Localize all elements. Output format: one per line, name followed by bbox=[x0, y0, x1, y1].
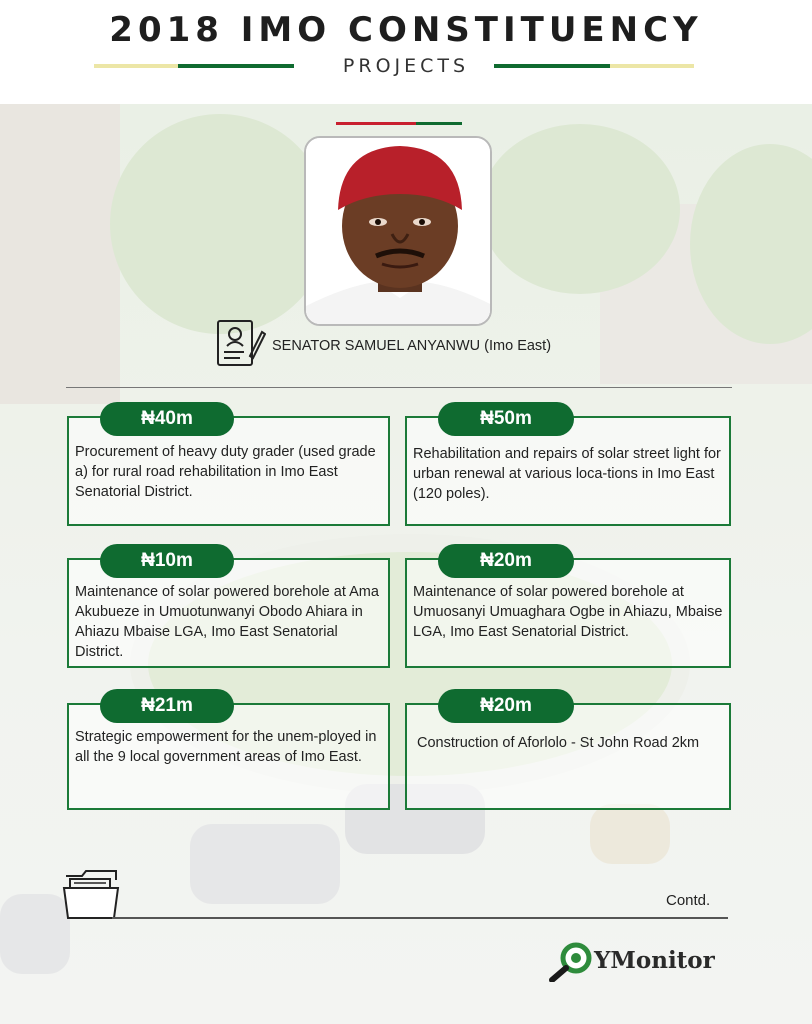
background-car bbox=[0, 894, 70, 974]
background-tree bbox=[110, 114, 330, 334]
project-description: Procurement of heavy duty grader (used grade a) for rural road rehabilitation in Imo East Senatorial District. bbox=[75, 444, 376, 500]
magnifier-logo-icon bbox=[548, 940, 596, 982]
project-description: Maintenance of solar powered borehole at Umuosanyi Umuaghara Ogbe in Ahiazu, Mbaise LGA, Imo East Senatorial District. bbox=[413, 584, 723, 640]
project-description: Construction of Aforlolo - St John Road 2km bbox=[417, 735, 700, 751]
header bbox=[0, 0, 812, 104]
project-amount: ₦21m bbox=[100, 689, 234, 723]
background-tree bbox=[480, 124, 680, 294]
portrait-illustration bbox=[306, 138, 492, 326]
page-subtitle: PROJECTS bbox=[342, 55, 470, 77]
senator-portrait bbox=[304, 136, 492, 326]
brand-logo-text: YMonitor bbox=[594, 947, 715, 974]
project-amount: ₦40m bbox=[100, 402, 234, 436]
photo-accent-red bbox=[336, 122, 416, 125]
background-car bbox=[590, 804, 670, 864]
background-car bbox=[190, 824, 340, 904]
project-amount: ₦50m bbox=[438, 402, 574, 436]
background-building bbox=[0, 104, 120, 404]
project-description: Maintenance of solar powered borehole at Ama Akubueze in Umuotunwanyi Obodo Ahiara in Ahiazu Mbaise LGA, Imo East Senatorial District. bbox=[75, 584, 379, 660]
project-amount: ₦20m bbox=[438, 689, 574, 723]
project-amount: ₦10m bbox=[100, 544, 234, 578]
continued-label: Contd. bbox=[666, 892, 711, 909]
page-title: 2018 IMO CONSTITUENCY bbox=[109, 10, 703, 50]
project-amount: ₦20m bbox=[438, 544, 574, 578]
folder-icon bbox=[62, 868, 120, 920]
photo-accent-green bbox=[416, 122, 462, 125]
footer-line bbox=[112, 917, 728, 919]
header-rule-right-yellow bbox=[610, 64, 694, 68]
section-divider bbox=[66, 387, 732, 388]
profile-document-icon bbox=[216, 318, 266, 368]
header-rule-right-green bbox=[494, 64, 610, 68]
senator-name: SENATOR SAMUEL ANYANWU (Imo East) bbox=[272, 338, 552, 354]
project-description: Rehabilitation and repairs of solar street light for urban renewal at various loca-tions in Imo East (120 poles). bbox=[413, 446, 721, 502]
project-description: Strategic empowerment for the unem-ployed in all the 9 local government areas of Imo East. bbox=[75, 729, 377, 765]
